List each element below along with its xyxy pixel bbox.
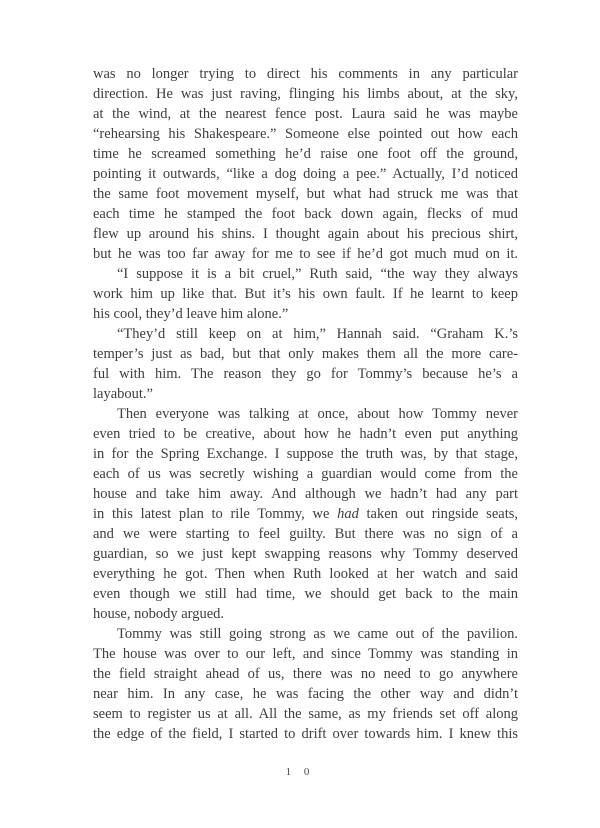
text-line: but he was too far away for me to see if he’d got much mud on it. — [93, 246, 518, 262]
text-line: seem to register us at all. All the same, as my friends set off along — [93, 706, 518, 722]
text-line: “They’d still keep on at him,” Hannah said. “Graham K.’s — [117, 326, 518, 342]
text-line: Tommy was still going strong as we came out of the pavilion. — [117, 626, 518, 642]
page-text-block — [93, 64, 518, 744]
text-line: house, nobody argued. — [93, 606, 225, 622]
page-number: 1 0 — [285, 766, 315, 778]
text-line: “rehearsing his Shakespeare.” Someone else pointed out how each — [93, 126, 518, 142]
text-segment: taken out ringside seats, — [358, 506, 518, 522]
text-line: The house was over to our left, and since Tommy was standing in — [93, 646, 518, 662]
text-line: time he screamed something he’d raise one foot off the ground, — [93, 146, 518, 162]
text-line: each time he stamped the foot back down again, flecks of mud — [93, 206, 518, 222]
text-line: everything he got. Then when Ruth looked at her watch and said — [93, 566, 518, 582]
text-line: at the wind, at the nearest fence post. Laura said he was maybe — [93, 106, 518, 122]
text-line: ful with him. The reason they go for Tommy’s because he’s a — [93, 366, 518, 382]
text-line: each of us was secretly wishing a guardian would come from the — [93, 466, 518, 482]
text-line: flew up around his shins. I thought again about his precious shirt, — [93, 226, 518, 242]
text-line: even tried to be creative, about how he hadn’t even put anything — [93, 426, 518, 442]
text-line: the same foot movement myself, but what had struck me was that — [93, 186, 518, 202]
text-line: temper’s just as bad, but that only makes them all the more care- — [93, 346, 518, 362]
text-line: near him. In any case, he was facing the other way and didn’t — [93, 686, 518, 702]
text-line: direction. He was just raving, flinging his limbs about, at the sky, — [93, 86, 518, 102]
text-line: house and take him away. And although we hadn’t had any part — [93, 486, 518, 502]
text-line: Then everyone was talking at once, about how Tommy never — [117, 406, 518, 422]
text-line: even though we still had time, we should get back to the main — [93, 586, 518, 602]
text-segment: in this latest plan to rile Tommy, we — [93, 506, 338, 522]
text-line — [93, 504, 518, 524]
text-line: the field straight ahead of us, there was no need to go anywhere — [93, 666, 518, 682]
text-line: guardian, so we just kept swapping reasons why Tommy deserved — [93, 546, 518, 562]
text-line: “I suppose it is a bit cruel,” Ruth said, “the way they always — [117, 266, 518, 282]
text-line: his cool, they’d leave him alone.” — [93, 306, 289, 322]
text-line: in for the Spring Exchange. I suppose the truth was, by that stage, — [93, 446, 518, 462]
text-line: layabout.” — [93, 386, 153, 402]
text-line: work him up like that. But it’s his own fault. If he learnt to keep — [93, 286, 518, 302]
text-line: was no longer trying to direct his comments in any particular — [93, 66, 518, 82]
text-line: pointing it outwards, “like a dog doing a pee.” Actually, I’d noticed — [93, 166, 518, 182]
text-line: the edge of the field, I started to drift over towards him. I knew this — [93, 726, 518, 742]
italic-text: had — [337, 506, 359, 522]
text-line: and we were starting to feel guilty. But there was no sign of a — [93, 526, 518, 542]
